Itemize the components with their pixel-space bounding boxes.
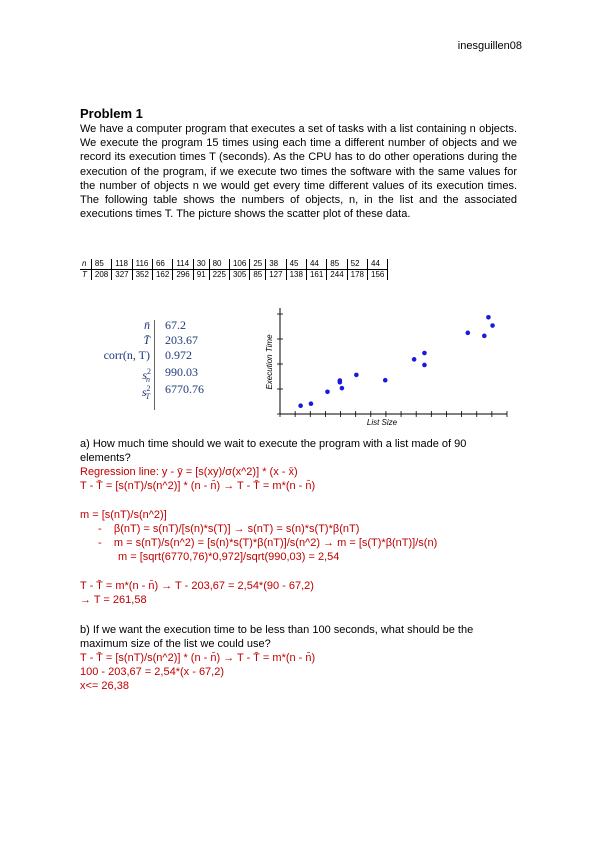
answer-a-line-7: T - T̄ = m*(n - n̄) → T - 203,67 = 2,54*(90 - 67,2) — [80, 580, 314, 592]
data-point — [309, 401, 314, 406]
stat-value-nbar: 67.2 — [165, 318, 186, 332]
t-cell: 305 — [229, 270, 249, 281]
n-cell: 85 — [91, 259, 111, 270]
stats-divider — [154, 320, 155, 410]
stat-value-var-t: 6770.76 — [165, 382, 204, 396]
t-cell: 244 — [327, 270, 347, 281]
data-point — [422, 363, 427, 368]
row-label-t: T — [82, 270, 87, 279]
answer-a-result: → T = 261,58 — [80, 594, 147, 606]
data-point — [490, 323, 495, 328]
data-point — [338, 378, 343, 383]
problem-title: Problem 1 — [80, 106, 143, 121]
data-point — [383, 378, 388, 383]
answer-a-line-3: m = [s(nT)/s(n^2)] — [80, 509, 167, 521]
t-cell: 162 — [152, 270, 172, 281]
data-point — [340, 386, 345, 391]
n-cell: 114 — [173, 259, 193, 270]
answer-a-bullet-2: - m = s(nT)/s(n^2) = [s(n)*s(T)*β(nT)]/s(n^2) → m = [s(T)*β(nT)]/s(n) — [98, 537, 438, 549]
n-cell: 38 — [266, 259, 286, 270]
problem-statement: We have a computer program that executes a set of tasks with a list containing n objects. We execute the program 15 times using each time a different number of objects and we record its execution times T (seconds). As the CPU has to do other operations during the execution of the program, if we execute two times the software with the same values for the number of objects n we would get every time different values of its execution times. The following table shows the numbers of objects, n, in the list and the associated executions times T. The picture shows the scatter plot of these data. — [80, 123, 517, 221]
question-a: a) How much time should we wait to execute the program with a list made of 90 elements? — [80, 438, 467, 464]
answer-b-line-2: 100 - 203,67 = 2,54*(x - 67,2) — [80, 666, 225, 678]
y-axis-label: Execution Time — [265, 334, 274, 390]
table-row-t — [80, 270, 388, 281]
data-point — [422, 351, 427, 356]
answer-a-line-1: Regression line: y - ȳ = [s(xy)/σ(x^2)] * (x - x̄) — [80, 466, 298, 478]
data-point — [412, 357, 417, 362]
data-point — [354, 373, 359, 378]
t-cell: 178 — [347, 270, 367, 281]
n-cell: 106 — [229, 259, 249, 270]
stat-label-tbar: T̄ — [143, 333, 150, 347]
data-point — [298, 403, 303, 408]
t-cell: 352 — [132, 270, 152, 281]
answer-a-line-6: m = [sqrt(6770,76)*0,972]/sqrt(990,03) = 2,54 — [118, 551, 340, 563]
t-cell: 161 — [306, 270, 326, 281]
n-cell: 118 — [112, 259, 132, 270]
author-name: inesguillen08 — [457, 40, 522, 52]
t-cell: 296 — [173, 270, 193, 281]
n-cell: 25 — [250, 259, 266, 270]
n-cell: 80 — [209, 259, 229, 270]
t-cell: 327 — [112, 270, 132, 281]
row-label-n: n — [80, 259, 91, 270]
stat-label-corr: corr(n, T) — [103, 348, 150, 362]
stat-label-var-t: $s^2_T$ — [141, 384, 151, 402]
n-cell: 30 — [193, 259, 209, 270]
table-row-n — [80, 259, 388, 270]
n-cell: 44 — [368, 259, 388, 270]
data-point — [482, 334, 487, 339]
t-cell: 127 — [266, 270, 286, 281]
n-cell: 44 — [306, 259, 326, 270]
data-point — [465, 331, 470, 336]
t-cell: 156 — [368, 270, 388, 281]
n-cell: 85 — [327, 259, 347, 270]
answer-a-line-2: T - T̄ = [s(nT)/s(n^2)] * (n - n̄) → T - T̄ = m*(n - n̄) — [80, 480, 316, 492]
stat-value-tbar: 203.67 — [165, 333, 198, 347]
t-cell: 91 — [193, 270, 209, 281]
n-cell: 45 — [286, 259, 306, 270]
t-cell: 138 — [286, 270, 306, 281]
answer-b-result: x<= 26,38 — [80, 680, 129, 692]
data-point — [325, 390, 330, 395]
stat-value-corr: 0.972 — [165, 348, 192, 362]
t-cell: 225 — [209, 270, 229, 281]
scatter-plot — [262, 300, 512, 430]
n-cell: 52 — [347, 259, 367, 270]
data-point — [486, 315, 491, 320]
t-cell: 85 — [250, 270, 266, 281]
stat-label-nbar: n̄ — [144, 318, 150, 332]
x-axis-label: List Size — [366, 418, 398, 427]
n-cell: 116 — [132, 259, 152, 270]
t-cell: 208 — [91, 270, 111, 281]
question-b: b) If we want the execution time to be less than 100 seconds, what should be the maximum size of the list we could use? — [80, 624, 474, 650]
n-cell: 66 — [152, 259, 172, 270]
stat-value-var-n: 990.03 — [165, 365, 198, 379]
answer-b-line-1: T - T̄ = [s(nT)/s(n^2)] * (n - n̄) → T - T̄ = m*(n - n̄) — [80, 652, 316, 664]
answer-a-bullet-1: - β(nT) = s(nT)/[s(n)*s(T)] → s(nT) = s(n)*s(T)*β(nT) — [98, 523, 360, 535]
data-points — [298, 315, 495, 408]
data-table — [80, 259, 388, 280]
stat-label-var-n: $s^2_n$ — [142, 367, 151, 385]
